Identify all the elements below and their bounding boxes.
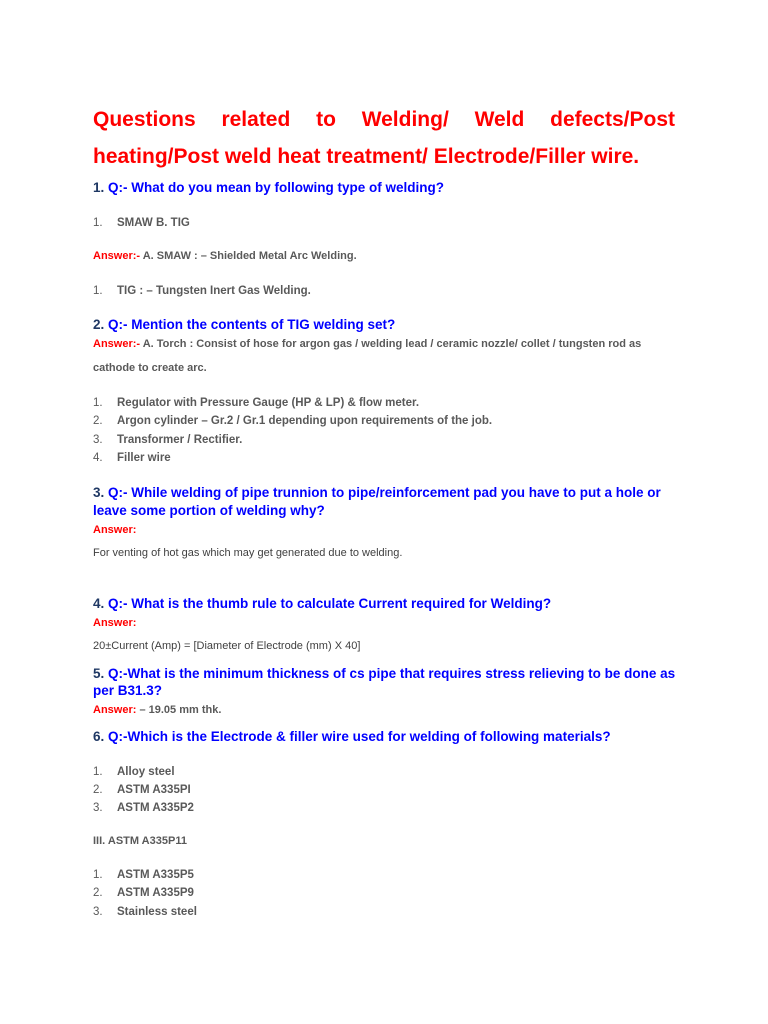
- list-number: 1.: [93, 217, 103, 229]
- list-text: Transformer / Rectifier.: [117, 434, 243, 446]
- list-item: [93, 887, 194, 899]
- list-text: SMAW B. TIG: [117, 217, 190, 229]
- roman-item: III. ASTM A335P11: [93, 835, 187, 847]
- question-number: 1.: [93, 180, 105, 195]
- question-3-continued: leave some portion of welding why?: [93, 503, 325, 518]
- title-word: Questions: [93, 108, 196, 131]
- title-word: Welding/: [361, 108, 449, 131]
- question-text: Q:- What do you mean by following type of welding?: [108, 180, 445, 195]
- list-item: [93, 869, 194, 881]
- question-4: [93, 596, 551, 611]
- question-1: [93, 180, 444, 195]
- list-item: [93, 802, 194, 814]
- list-number: 2.: [93, 784, 103, 796]
- question-6: [93, 729, 611, 744]
- list-number: 1.: [93, 766, 103, 778]
- question-number: 6.: [93, 729, 105, 744]
- answer-text: A. Torch : Consist of hose for argon gas / welding lead / ceramic nozzle/ collet / tungsten rod as: [140, 338, 642, 350]
- list-item: [93, 285, 311, 297]
- answer-2-continued: cathode to create arc.: [93, 362, 207, 374]
- list-number: 1.: [93, 397, 103, 409]
- list-item: [93, 397, 419, 409]
- question-text: Q:-What is the minimum thickness of cs pipe that requires stress relieving to be done as: [108, 666, 676, 681]
- question-number: 5.: [93, 666, 105, 681]
- question-3: [93, 485, 661, 500]
- document-title-line-2: heating/Post weld heat treatment/ Electrode/Filler wire.: [93, 145, 640, 168]
- question-number: 3.: [93, 485, 105, 500]
- answer-label: Answer:: [93, 704, 137, 716]
- title-word: defects/Post: [550, 108, 675, 131]
- document-title-line-1: [93, 108, 675, 132]
- list-number: 3.: [93, 434, 103, 446]
- answer-4-label: [93, 617, 136, 629]
- list-text: ASTM A335P5: [117, 869, 194, 881]
- list-number: 3.: [93, 802, 103, 814]
- question-5-continued: per B31.3?: [93, 683, 163, 698]
- list-number: 2.: [93, 415, 103, 427]
- list-text: Regulator with Pressure Gauge (HP & LP) & flow meter.: [117, 397, 420, 409]
- list-text: ASTM A335P9: [117, 887, 194, 899]
- answer-label: Answer:-: [93, 250, 141, 262]
- list-text: Alloy steel: [117, 766, 175, 778]
- list-text: ASTM A335P2: [117, 802, 194, 814]
- answer-label: Answer:-: [93, 338, 141, 350]
- list-item: [93, 217, 190, 229]
- list-text: Argon cylinder – Gr.2 / Gr.1 depending upon requirements of the job.: [117, 415, 493, 427]
- title-word: Weld: [474, 108, 525, 131]
- list-number: 1.: [93, 285, 103, 297]
- answer-1: [93, 250, 357, 262]
- list-item: [93, 906, 197, 918]
- list-item: [93, 415, 492, 427]
- list-text: ASTM A335PI: [117, 784, 191, 796]
- question-text: Q:-Which is the Electrode & filler wire used for welding of following materials?: [108, 729, 611, 744]
- answer-label: Answer:: [93, 617, 137, 629]
- question-number: 2.: [93, 317, 105, 332]
- question-2: [93, 317, 395, 332]
- title-word: to: [316, 108, 336, 131]
- list-number: 2.: [93, 887, 103, 899]
- question-number: 4.: [93, 596, 105, 611]
- list-item: [93, 434, 242, 446]
- answer-3-text: For venting of hot gas which may get generated due to welding.: [93, 547, 403, 559]
- answer-text: A. SMAW : – Shielded Metal Arc Welding.: [140, 250, 357, 262]
- title-word: related: [221, 108, 291, 131]
- answer-4-text: 20±Current (Amp) = [Diameter of Electrode (mm) X 40]: [93, 640, 361, 652]
- question-5: [93, 666, 675, 681]
- question-text: Q:- What is the thumb rule to calculate Current required for Welding?: [108, 596, 552, 611]
- list-number: 4.: [93, 452, 103, 464]
- list-number: 3.: [93, 906, 103, 918]
- question-text: Q:- Mention the contents of TIG welding set?: [108, 317, 396, 332]
- question-text: Q:- While welding of pipe trunnion to pipe/reinforcement pad you have to put a hole or: [108, 485, 661, 500]
- list-item: [93, 766, 175, 778]
- list-item: [93, 784, 191, 796]
- list-text: TIG : – Tungsten Inert Gas Welding.: [117, 285, 311, 297]
- answer-text: – 19.05 mm thk.: [136, 704, 222, 716]
- answer-label: Answer:: [93, 524, 137, 536]
- list-item: [93, 452, 171, 464]
- answer-2: [93, 338, 641, 350]
- answer-3-label: [93, 524, 136, 536]
- list-number: 1.: [93, 869, 103, 881]
- list-text: Stainless steel: [117, 906, 197, 918]
- answer-5: [93, 704, 221, 716]
- list-text: Filler wire: [117, 452, 171, 464]
